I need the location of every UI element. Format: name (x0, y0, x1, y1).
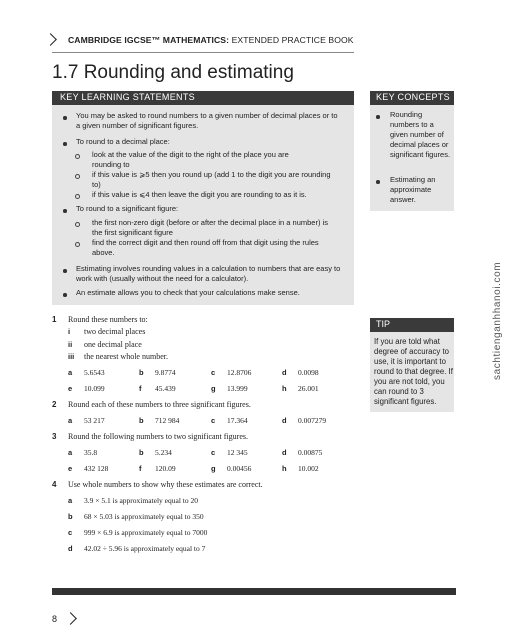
statement-2-sub-2: if this value is ⩾5 then you round up (add 1 to the digit you are rounding to) (92, 170, 331, 189)
item-label: a (68, 416, 73, 425)
statement-5: An estimate allows you to check that your calculations make sense. (76, 288, 300, 297)
statement-2: To round to a decimal place: (76, 137, 170, 146)
question-number: 1 (52, 315, 57, 324)
item-label: e (68, 464, 73, 473)
sub-bullet (75, 242, 80, 247)
sub-bullet (75, 222, 80, 227)
item-value: 45.439 (155, 384, 176, 393)
tip-text: If you are told what degree of accuracy to use, it is important to round to that degree. If you are not told, you can round to 3 significant figures. (374, 337, 453, 406)
item-label: c (211, 368, 216, 377)
item-label: g (211, 464, 216, 473)
item-value: 26.001 (298, 384, 319, 393)
item-label: h (282, 384, 287, 393)
item-label: c (211, 448, 216, 457)
part-label: i (68, 327, 71, 336)
item-label: b (68, 512, 73, 521)
item-value: 42.02 ÷ 5.96 is approximately equal to 7 (84, 544, 206, 553)
bullet (63, 269, 67, 273)
statement-2-sub-1: look at the value of the digit to the right of the place you are rounding to (92, 150, 289, 169)
question-number: 2 (52, 400, 57, 409)
statement-2-sub-3: if this value is ⩽4 then leave the digit you are rounding to as it is. (92, 190, 307, 199)
item-value: 53 217 (84, 416, 105, 425)
item-label: b (139, 448, 144, 457)
tip-box (370, 332, 454, 412)
item-label: b (139, 416, 144, 425)
item-value: 712 984 (155, 416, 180, 425)
sub-bullet (75, 174, 80, 179)
item-value: 120.09 (155, 464, 176, 473)
part-text: two decimal places (84, 327, 146, 336)
bullet (63, 116, 67, 120)
item-label: d (282, 416, 287, 425)
statement-1: You may be asked to round numbers to a given number of decimal places or to a given number of significant figures. (76, 111, 338, 130)
item-value: 0.00456 (227, 464, 252, 473)
concept-1: Rounding numbers to a given number of decimal places or significant figures. (390, 110, 451, 159)
sub-bullet (75, 154, 80, 159)
item-value: 0.0098 (298, 368, 319, 377)
page-number: 8 (52, 614, 58, 624)
statement-3-sub-1: the first non-zero digit (before or after the decimal place in a number) is the first significant figure (92, 218, 328, 237)
item-label: d (282, 448, 287, 457)
statement-3: To round to a significant figure: (76, 204, 179, 213)
item-value: 13.999 (227, 384, 248, 393)
item-value: 3.9 × 5.1 is approximately equal to 20 (84, 496, 199, 505)
part-text: one decimal place (84, 340, 142, 349)
question-text: Round these numbers to: (68, 315, 148, 324)
bullet (376, 115, 380, 119)
item-label: c (211, 416, 216, 425)
item-value: 12.8706 (227, 368, 252, 377)
item-value: 5.234 (155, 448, 172, 457)
part-label: ii (68, 340, 73, 349)
chevron-right-icon (44, 33, 57, 46)
watermark (490, 260, 508, 380)
bullet (376, 180, 380, 184)
item-value: 68 × 5.03 is approximately equal to 350 (84, 512, 204, 521)
footer-bar (52, 588, 456, 595)
statement-3-sub-2: find the correct digit and then round off from that digit using the rules above. (92, 238, 319, 257)
item-label: d (282, 368, 287, 377)
statement-4: Estimating involves rounding values in a calculation to numbers that are easy to work with (usually without the need for a calculator). (76, 264, 341, 283)
item-value: 999 × 6.9 is approximately equal to 7000 (84, 528, 208, 537)
chevron-right-icon (64, 612, 77, 625)
bullet (63, 293, 67, 297)
running-header: CAMBRIDGE IGCSE™ MATHEMATICS: EXTENDED PRACTICE BOOK (68, 35, 354, 45)
item-value: 0.00875 (298, 448, 323, 457)
item-value: 12 345 (227, 448, 248, 457)
header-rule (52, 52, 354, 53)
item-value: 5.6543 (84, 368, 105, 377)
item-value: 432 128 (84, 464, 109, 473)
item-label: a (68, 448, 73, 457)
question-text: Use whole numbers to show why these estimates are correct. (68, 480, 263, 489)
item-label: e (68, 384, 73, 393)
item-label: f (139, 384, 142, 393)
item-label: f (139, 464, 142, 473)
item-value: 10.002 (298, 464, 319, 473)
section-title: 1.7 Rounding and estimating (52, 62, 294, 83)
key-concepts-heading: KEY CONCEPTS (376, 92, 450, 102)
sub-bullet (75, 194, 80, 199)
item-label: g (211, 384, 216, 393)
item-label: h (282, 464, 287, 473)
item-value: 0.007279 (298, 416, 327, 425)
part-text: the nearest whole number. (84, 352, 168, 361)
item-label: a (68, 496, 73, 505)
question-number: 4 (52, 480, 57, 489)
question-number: 3 (52, 432, 57, 441)
tip-heading: TIP (376, 319, 391, 329)
question-text: Round each of these numbers to three significant figures. (68, 400, 251, 409)
part-label: iii (68, 352, 75, 361)
item-value: 35.8 (84, 448, 98, 457)
key-learning-heading: KEY LEARNING STATEMENTS (60, 92, 195, 102)
item-value: 17.364 (227, 416, 248, 425)
watermark-text: sachtienganhhanoi.com (492, 261, 503, 380)
concept-2: Estimating an approximate answer. (390, 175, 436, 204)
item-value: 10.099 (84, 384, 105, 393)
key-concepts-box (370, 105, 454, 211)
key-learning-box (52, 105, 354, 305)
item-label: a (68, 368, 73, 377)
item-label: d (68, 544, 73, 553)
item-label: b (139, 368, 144, 377)
bullet (63, 209, 67, 213)
question-text: Round the following numbers to two significant figures. (68, 432, 248, 441)
item-label: c (68, 528, 73, 537)
bullet (63, 142, 67, 146)
item-value: 9.8774 (155, 368, 176, 377)
